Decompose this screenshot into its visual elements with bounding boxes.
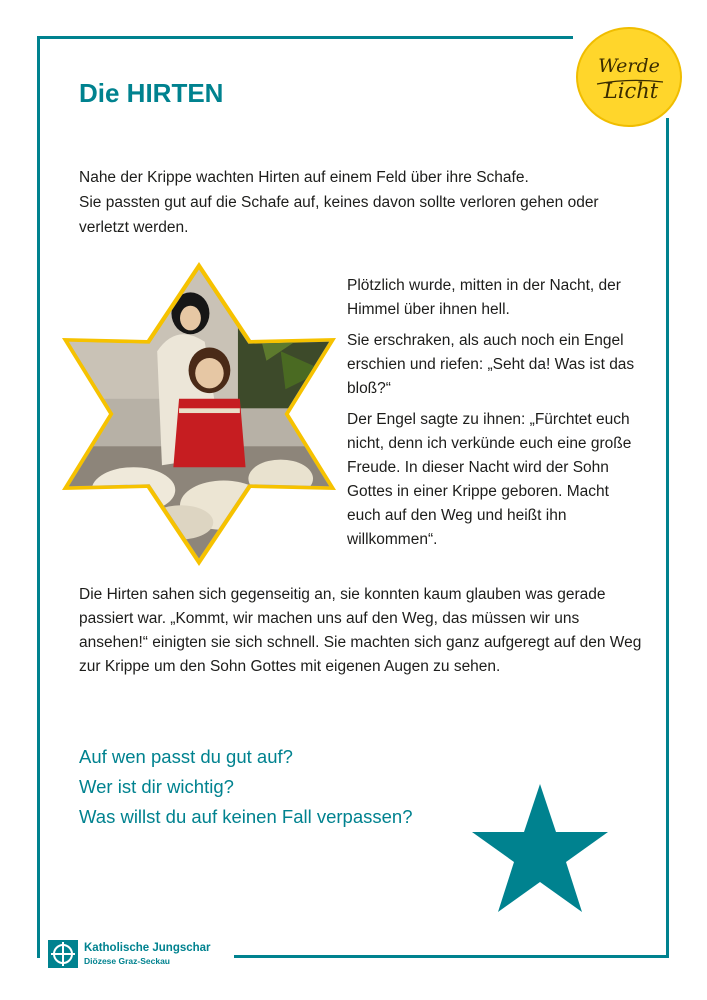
werde-licht-badge (575, 26, 683, 128)
question-2: Wer ist dir wichtig? (79, 776, 234, 797)
footer-diocese-name: Diözese Graz-Seckau (84, 956, 170, 966)
frame-left-line (37, 36, 40, 958)
badge-word-werde: Werde (598, 55, 660, 77)
jungschar-emblem-icon (48, 940, 78, 968)
jungschar-logo (44, 936, 234, 972)
footer-organization-name: Katholische Jungschar (84, 942, 211, 954)
side-story-text (347, 274, 637, 559)
story-paragraph-2: Die Hirten sahen sich gegenseitig an, sie konnten kaum glauben was gerade passiert war. „Kommt, wir machen uns auf den Weg, das müssen wir uns ansehen!“ einigten sie sich schnell. Sie machten sich ganz aufgeregt auf den Weg zur Krippe um den Sohn Gottes mit eigenen Augen zu sehen. (79, 586, 642, 675)
teal-star-icon (470, 782, 610, 918)
page-title: Die HIRTEN (79, 78, 224, 108)
side-paragraph-1: Plötzlich wurde, mitten in der Nacht, der Himmel über ihnen hell. (347, 277, 621, 318)
frame-bottom-line (228, 955, 669, 958)
frame-top-line (37, 36, 573, 39)
question-3: Was willst du auf keinen Fall verpassen? (79, 806, 413, 827)
side-paragraph-2: Sie erschraken, als auch noch ein Engel erschien und riefen: „Seht da! Was ist das bloß?“ (347, 332, 635, 397)
frame-right-line (666, 118, 669, 958)
reflection-questions (79, 742, 413, 832)
intro-text (79, 165, 639, 240)
side-paragraph-3: Der Engel sagte zu ihnen: „Fürchtet euch nicht, denn ich verkünde euch eine große Freude. In dieser Nacht wird der Sohn Gottes in einer Krippe geboren. Macht euch auf den Weg und heißt ihn willkommen“. (347, 411, 632, 548)
intro-line-1: Nahe der Krippe wachten Hirten auf einem Feld über ihre Schafe. (79, 169, 529, 186)
intro-line-2: Sie passten gut auf die Schafe auf, keines davon sollte verloren gehen oder verletzt werden. (79, 194, 599, 236)
question-1: Auf wen passt du gut auf? (79, 746, 293, 767)
star-shepherd-photo (60, 258, 338, 570)
badge-word-licht: Licht (603, 79, 659, 103)
